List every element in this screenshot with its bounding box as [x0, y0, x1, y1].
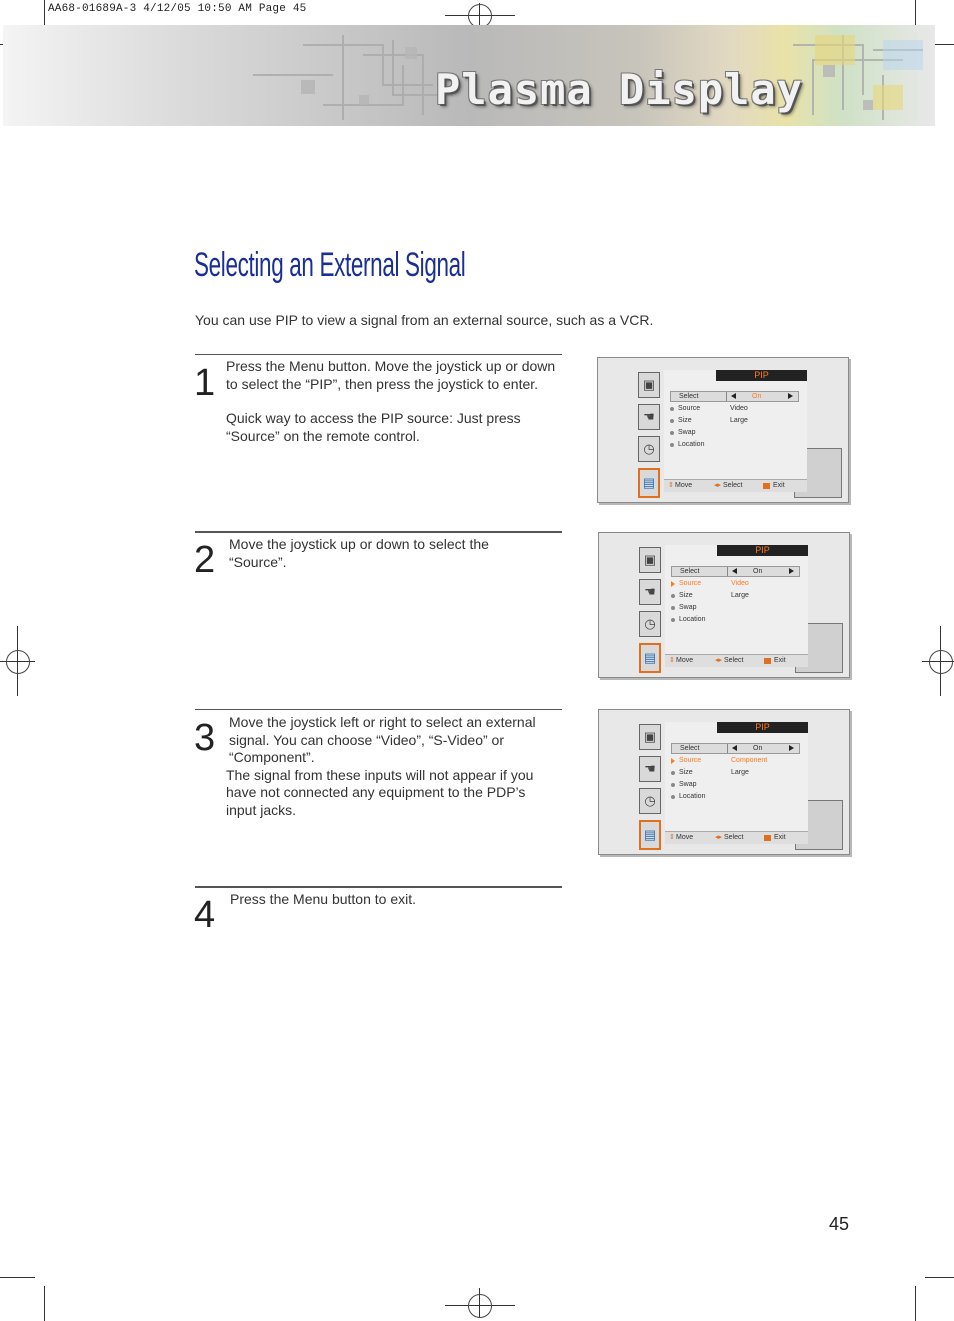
- bullet-icon: [671, 594, 675, 598]
- row-value: Video: [731, 580, 749, 587]
- page-title: Selecting an External Signal: [194, 246, 466, 284]
- step-divider: [195, 354, 562, 355]
- step-divider: [195, 886, 562, 888]
- footer-move: Move: [676, 657, 694, 664]
- row-value: Large: [731, 592, 749, 599]
- osd-icon-column: [639, 547, 663, 679]
- footer-select: Select: [724, 657, 744, 664]
- right-arrow-icon: [789, 568, 794, 574]
- row-value: Large: [731, 769, 749, 776]
- pip-tv-icon: ▤: [639, 643, 661, 673]
- left-arrow-icon: [732, 745, 737, 751]
- row-label: Size: [679, 592, 693, 599]
- crop-mark: [915, 1286, 916, 1321]
- menu-footer: [664, 479, 807, 492]
- select-label: Select: [679, 393, 699, 400]
- clock-icon: ◷: [639, 611, 661, 637]
- exit-icon: [763, 483, 770, 489]
- row-value: Component: [731, 757, 768, 764]
- select-value: On: [752, 393, 762, 400]
- leftright-arrow-icon: ◂▸: [715, 657, 723, 664]
- hand-setup-icon: ☚: [639, 756, 661, 782]
- select-row: [671, 566, 800, 577]
- intro-text: You can use PIP to view a signal from an external source, such as a VCR.: [195, 312, 654, 328]
- footer-move: Move: [676, 834, 694, 841]
- row-label: Source: [678, 405, 701, 412]
- pip-menu-screenshot: [597, 357, 849, 503]
- step-number: 4: [194, 894, 216, 936]
- clock-icon: ◷: [639, 788, 661, 814]
- left-arrow-icon: [731, 393, 736, 399]
- header-banner: [3, 25, 935, 126]
- bullet-icon: [671, 771, 675, 775]
- divider: [726, 392, 727, 401]
- crop-mark: [925, 1277, 954, 1278]
- step-divider: [195, 531, 562, 533]
- row-value: Large: [730, 417, 748, 424]
- pip-menu-screenshot: [598, 709, 850, 855]
- row-label: Location: [679, 616, 706, 623]
- row-label: Swap: [679, 604, 697, 611]
- row-label: Source: [679, 757, 702, 764]
- footer-select: Select: [724, 834, 744, 841]
- bullet-icon: [671, 783, 675, 787]
- bullet-icon: [671, 795, 675, 799]
- pip-menu: [665, 545, 808, 666]
- row-label: Size: [678, 417, 692, 424]
- row-label: Source: [679, 580, 702, 587]
- right-arrow-icon: [788, 393, 793, 399]
- select-value: On: [753, 745, 763, 752]
- osd-icon-column: [639, 724, 663, 856]
- hand-setup-icon: ☚: [638, 404, 660, 430]
- step-number: 2: [194, 539, 216, 581]
- step-text: [230, 891, 530, 909]
- pip-menu: [665, 722, 808, 843]
- step-number: 3: [194, 717, 216, 759]
- select-label: Select: [680, 568, 700, 575]
- row-label: Location: [679, 793, 706, 800]
- step-text: [226, 358, 556, 445]
- footer-move: Move: [675, 482, 693, 489]
- row-value: Video: [730, 405, 748, 412]
- pointer-arrow-icon: [671, 581, 675, 587]
- step-note: The signal from these inputs will not appear if you have not connected any equipment to the PDP’s input jacks.: [226, 766, 534, 818]
- bullet-icon: [670, 407, 674, 411]
- row-label: Swap: [678, 429, 696, 436]
- menu-header: PIP: [717, 545, 808, 556]
- menu-header: PIP: [717, 722, 808, 733]
- step-note: Quick way to access the PIP source: Just press “Source” on the remote control.: [226, 410, 521, 444]
- right-arrow-icon: [789, 745, 794, 751]
- exit-icon: [764, 835, 771, 841]
- step-number: 1: [194, 362, 216, 404]
- tv-picture-icon: ▣: [639, 547, 661, 573]
- leftright-arrow-icon: ◂▸: [715, 834, 723, 841]
- step-instruction: Move the joystick up or down to select the “Source”.: [229, 536, 489, 570]
- row-label: Size: [679, 769, 693, 776]
- bullet-icon: [671, 618, 675, 622]
- crop-mark: [44, 0, 45, 25]
- bullet-icon: [670, 419, 674, 423]
- row-label: Swap: [679, 781, 697, 788]
- pointer-arrow-icon: [671, 758, 675, 764]
- select-row: [670, 391, 799, 402]
- exit-icon: [764, 658, 771, 664]
- tv-picture-icon: ▣: [639, 724, 661, 750]
- step-instruction: Press the Menu button. Move the joystick up or down to select the “PIP”, then press the joystick to enter.: [226, 358, 556, 392]
- pip-tv-icon: ▤: [638, 468, 660, 498]
- crop-mark: [0, 1277, 35, 1278]
- footer-exit: Exit: [774, 834, 786, 841]
- select-value: On: [753, 568, 763, 575]
- row-label: Location: [678, 441, 705, 448]
- leftright-arrow-icon: ◂▸: [714, 482, 722, 489]
- menu-footer: [665, 831, 808, 844]
- left-arrow-icon: [732, 568, 737, 574]
- step-instruction: Press the Menu button to exit.: [230, 891, 416, 907]
- banner-title: Plasma Display: [435, 65, 804, 114]
- registration-mark: [929, 650, 953, 674]
- footer-exit: Exit: [773, 482, 785, 489]
- footer-select: Select: [723, 482, 743, 489]
- page-number: 45: [829, 1214, 850, 1234]
- bullet-icon: [670, 431, 674, 435]
- divider: [727, 744, 728, 753]
- registration-mark: [6, 650, 30, 674]
- pip-menu-screenshot: [598, 532, 850, 678]
- registration-mark: [468, 1294, 492, 1318]
- hand-setup-icon: ☚: [639, 579, 661, 605]
- step-instruction: Move the joystick left or right to select an external signal. You can choose “Video”, “S-Video” or “Component”.: [229, 714, 536, 765]
- step-text: [226, 714, 556, 819]
- menu-footer: [665, 654, 808, 667]
- menu-header: PIP: [716, 370, 807, 381]
- tv-picture-icon: ▣: [638, 372, 660, 398]
- updown-arrow-icon: ⇕: [668, 482, 674, 489]
- pip-tv-icon: ▤: [639, 820, 661, 850]
- bullet-icon: [671, 606, 675, 610]
- clock-icon: ◷: [638, 436, 660, 462]
- crop-mark: [44, 1286, 45, 1321]
- updown-arrow-icon: ⇕: [669, 657, 675, 664]
- pip-menu: [664, 370, 807, 491]
- bullet-icon: [670, 443, 674, 447]
- osd-icon-column: [638, 372, 662, 504]
- divider: [727, 567, 728, 576]
- footer-exit: Exit: [774, 657, 786, 664]
- select-row: [671, 743, 800, 754]
- updown-arrow-icon: ⇕: [669, 834, 675, 841]
- step-text: [229, 536, 529, 571]
- step-divider: [195, 709, 562, 710]
- print-slug: AA68-01689A-3 4/12/05 10:50 AM Page 45: [48, 3, 307, 15]
- select-label: Select: [680, 745, 700, 752]
